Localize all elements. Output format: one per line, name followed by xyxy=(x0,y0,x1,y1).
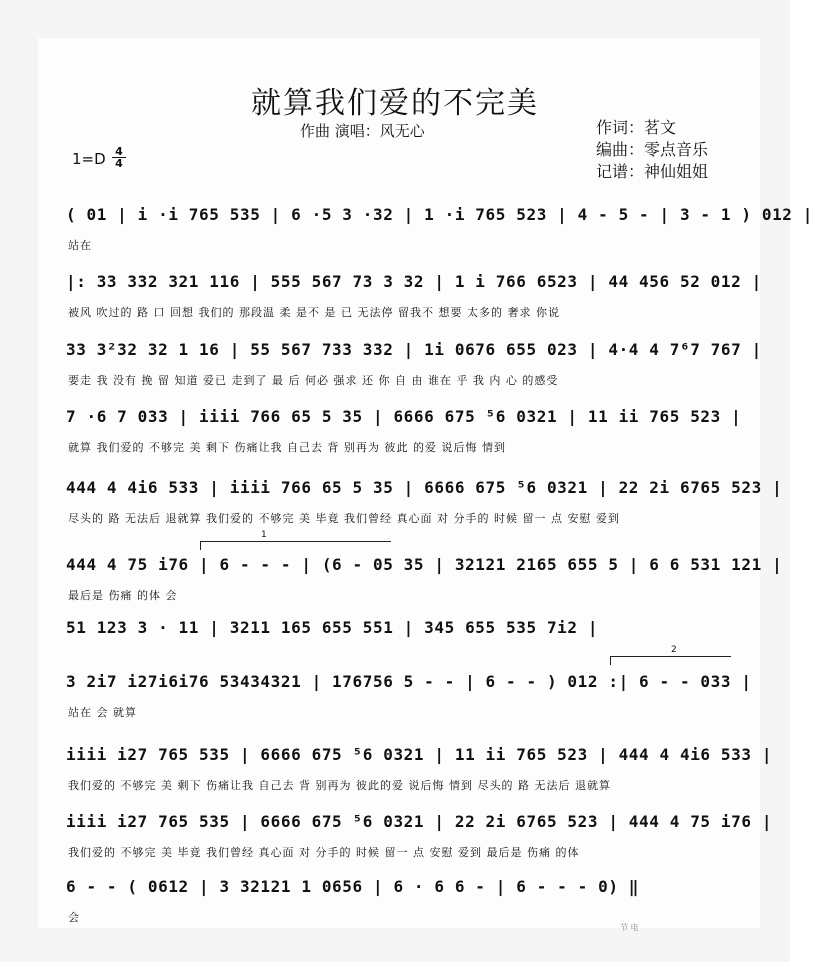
transcriber: 记谱：神仙姐姐 xyxy=(596,162,709,181)
lyrics: 就算 我们爱的 不够完 美 剩下 伤痛让我 自己去 背 别再为 彼此 的爱 说后悔 情到 xyxy=(68,441,506,454)
notation: 7 ·6 7 033 | iiii 766 65 5 35 | 6666 675 ⁵6 0321 | 11 ii 765 523 | xyxy=(66,407,742,426)
lyrics: 我们爱的 不够完 美 毕竟 我们曾经 真心面 对 分手的 时候 留一 点 安慰 爱到 最后是 伤痛 的体 xyxy=(68,846,580,859)
lyrics: 最后是 伤痛 的体 会 xyxy=(68,589,178,602)
notation: |: 33 332 321 116 | 555 567 73 3 32 | 1 i 766 6523 | 44 456 52 012 | xyxy=(66,272,762,291)
volta-bracket-2 xyxy=(610,645,731,665)
notation: 3 2i7 i27i6i76 53434321 | 176756 5 - - | 6 - - ) 012 :| 6 - - 033 | xyxy=(66,672,752,691)
notation: iiii i27 765 535 | 6666 675 ⁵6 0321 | 11 ii 765 523 | 444 4 4i6 533 | xyxy=(66,745,773,764)
notation: iiii i27 765 535 | 6666 675 ⁵6 0321 | 22 2i 6765 523 | 444 4 75 i76 | xyxy=(66,812,773,831)
lyrics: 站在 会 就算 xyxy=(68,706,137,719)
composer-singer: 作曲 演唱：风无心 xyxy=(300,122,425,140)
volta-bracket-1 xyxy=(200,530,391,550)
lyrics: 我们爱的 不够完 美 剩下 伤痛让我 自己去 背 别再为 彼此的爱 说后悔 情到 尽头的 路 无法后 退就算 xyxy=(68,779,611,792)
lyrics: 被风 吹过的 路 口 回想 我们的 那段温 柔 是不 是 已 无法停 留我不 想要 太多的 奢求 你说 xyxy=(68,306,560,319)
notation: ( 01 | i ·i 765 535 | 6 ·5 3 ·32 | 1 ·i 765 523 | 4 - 5 - | 3 - 1 ) 012 | xyxy=(66,205,813,224)
notation: 33 3²32 32 1 16 | 55 567 733 332 | 1i 0676 655 023 | 4·4 4 7⁶7 767 | xyxy=(66,340,762,359)
time-signature-top: 4 xyxy=(115,145,123,158)
corner-mark: 节 电 xyxy=(620,923,639,932)
key-signature: 1=D xyxy=(72,150,106,168)
lyrics: 会 xyxy=(68,911,80,924)
credits xyxy=(596,117,708,183)
lyrics: 站在 xyxy=(68,239,92,252)
arranger: 编曲：零点音乐 xyxy=(596,140,709,159)
volta-number: 1 xyxy=(261,530,267,540)
notation: 6 - - ( 0612 | 3 32121 1 0656 | 6 · 6 6 - | 6 - - - 0) ‖ xyxy=(66,877,640,896)
volta-number: 2 xyxy=(671,645,677,655)
time-signature-bottom: 4 xyxy=(115,157,123,170)
song-title: 就算我们爱的不完美 xyxy=(251,86,539,121)
notation: 444 4 75 i76 | 6 - - - | (6 - 05 35 | 32121 2165 655 5 | 6 6 531 121 | xyxy=(66,555,783,574)
notation: 444 4 4i6 533 | iiii 766 65 5 35 | 6666 675 ⁵6 0321 | 22 2i 6765 523 | xyxy=(66,478,783,497)
lyrics: 要走 我 没有 挽 留 知道 爱已 走到了 最 后 何必 强求 还 你 自 由 谁在 乎 我 内 心 的感受 xyxy=(68,374,559,387)
lyrics: 尽头的 路 无法后 退就算 我们爱的 不够完 美 毕竟 我们曾经 真心面 对 分手的 时候 留一 点 安慰 爱到 xyxy=(68,512,620,525)
lyricist: 作词：茗文 xyxy=(596,118,677,137)
notation: 51 123 3 · 11 | 3211 165 655 551 | 345 655 535 7i2 | xyxy=(66,618,599,637)
time-signature xyxy=(112,146,126,169)
